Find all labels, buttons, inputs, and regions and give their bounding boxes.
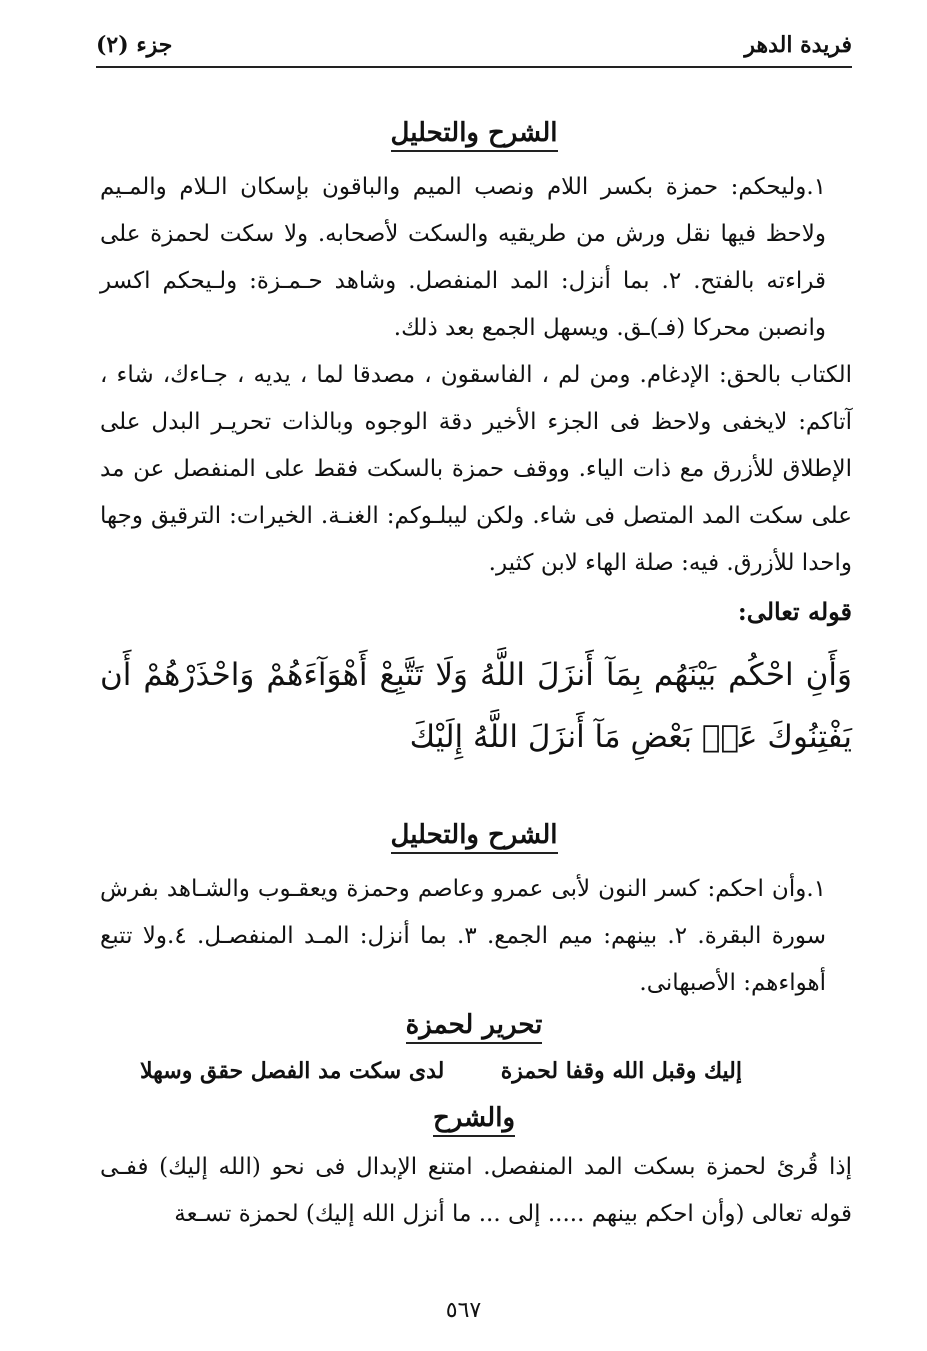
quran-verse: وَأَنِ احْكُم بَيْنَهُم بِمَآ أَنزَلَ اللَّهُ وَلَا تَتَّبِعْ أَهْوَآءَهُمْ وَاحْذَرْهُمْ أَن يَفْتِنُوكَ عَنۢ بَعْضِ مَآ أَنزَلَ اللَّهُ إِلَيْكَ [100, 657, 852, 755]
section-heading-explanation-1: الشرح والتحليل [96, 118, 852, 148]
poem-hemistich-1: إليك وقبل الله وقفا لحمزة [500, 1058, 742, 1084]
page-header [96, 30, 852, 68]
explanation-paragraph-1: ١.وليحكم: حمزة بكسر اللام ونصب الميم والباقون بإسكان الـلام والمـيم ولاحظ فيها نقل ورش من طريقيه والسكت لأصحابه. ولا سكت لحمزة على قراءته بالفتح. ٢. بما أنزل: المد المنفصل. وشاهد حـمـزة: ولـيحكم اكسر وانصبن محركا (فـ)ـق. ويسهل الجمع بعد ذلك. [100, 174, 826, 341]
poem-verse [100, 1058, 852, 1098]
section-heading-explanation-2: الشرح والتحليل [96, 820, 852, 850]
commentary-paragraph: إذا قُرئ لحمزة بسكت المد المنفصل. امتنع الإبدال فى نحو (الله إليك) ففـى قوله تعالى (وأن احكم بينهم ..... إلى ... ما أنزل الله إليك) لحمزة تسـعة [100, 1154, 852, 1227]
book-title: فريدة الدهر [744, 32, 852, 58]
part-number: جزء (٢) [96, 32, 173, 58]
poem-hemistich-2: لدى سكت مد الفصل حقق وسهلا [140, 1058, 445, 1084]
explanation-paragraph-3: ١.وأن احكم: كسر النون لأبى عمرو وعاصم وحمزة ويعقـوب والشـاهد بفرش سورة البقرة. ٢. بينهم: ميم الجمع. ٣. بما أنزل: المـد المنفصـل. ٤.ولا تتبع أهواءهم: الأصبهانى. [100, 876, 827, 996]
explanation-paragraph-2: الكتاب بالحق: الإدغام. ومن لم ، الفاسقون ، مصدقا لما ، يديه ، جـاءك، شاء ، آتاكم: لايخفى ولاحظ فى الجزء الأخير دقة الوجوه وبالذات تحريـر البدل على الإطلاق للأزرق مع ذات الياء. ووقف حمزة بالسكت فقط على المنفصل عن مد على سكت المد المتصل فى شاء. ولكن ليبلـوكم: الغنـة. الخيرات: الترقيق وجها واحدا للأزرق. فيه: صلة الهاء لابن كثير. [100, 362, 852, 576]
page-number: ٥٦٧ [445, 1298, 482, 1323]
verse-label: قوله تعالى: [737, 597, 852, 626]
section-heading-hamza: تحرير لحمزة [96, 1010, 852, 1040]
section-heading-commentary: والشرح [96, 1103, 852, 1133]
